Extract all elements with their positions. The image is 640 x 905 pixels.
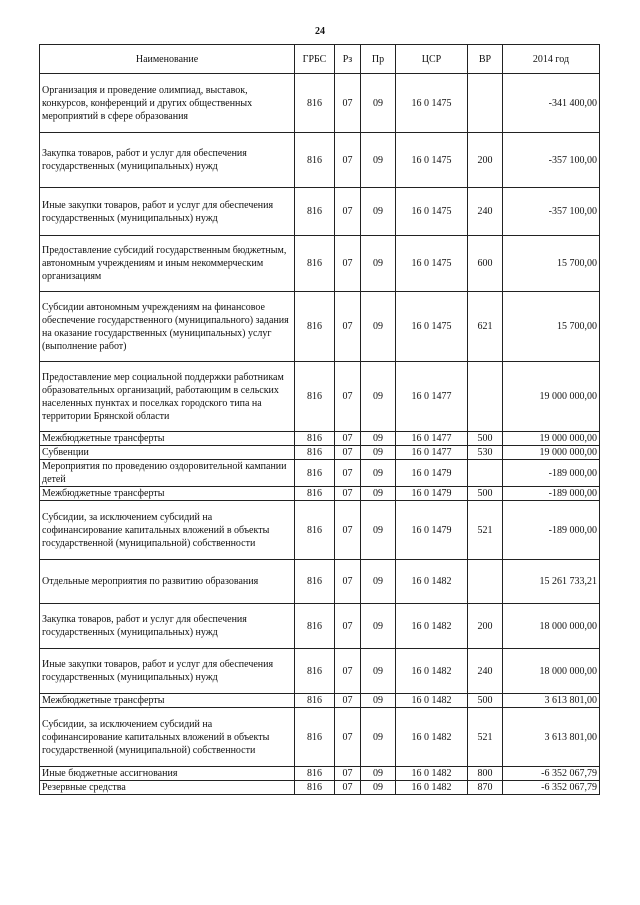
budget-table bbox=[39, 44, 600, 795]
cell-csr: 16 0 1479 bbox=[396, 487, 468, 501]
header-grbs: ГРБС bbox=[295, 45, 335, 74]
table-row bbox=[40, 694, 600, 708]
table-row bbox=[40, 292, 600, 362]
cell-pr: 09 bbox=[361, 446, 396, 460]
cell-amount: -357 100,00 bbox=[503, 133, 600, 188]
cell-amount: -189 000,00 bbox=[503, 487, 600, 501]
cell-rz: 07 bbox=[335, 708, 361, 767]
cell-pr: 09 bbox=[361, 694, 396, 708]
cell-pr: 09 bbox=[361, 781, 396, 795]
cell-name: Субвенции bbox=[40, 446, 295, 460]
cell-grbs: 816 bbox=[295, 236, 335, 292]
cell-name: Иные бюджетные ассигнования bbox=[40, 767, 295, 781]
cell-rz: 07 bbox=[335, 133, 361, 188]
cell-pr: 09 bbox=[361, 362, 396, 432]
cell-rz: 07 bbox=[335, 560, 361, 604]
cell-rz: 07 bbox=[335, 188, 361, 236]
cell-name: Предоставление субсидий государственным бюджетным, автономным учреждениям и иным некоммерческим организациям bbox=[40, 236, 295, 292]
cell-grbs: 816 bbox=[295, 188, 335, 236]
cell-grbs: 816 bbox=[295, 446, 335, 460]
cell-name: Субсидии автономным учреждениям на финансовое обеспечение государственного (муниципального) задания на оказание государственных (муниципальных) услуг (выполнение работ) bbox=[40, 292, 295, 362]
cell-amount: 18 000 000,00 bbox=[503, 604, 600, 649]
cell-vr: 800 bbox=[468, 767, 503, 781]
cell-amount: 15 700,00 bbox=[503, 236, 600, 292]
cell-rz: 07 bbox=[335, 767, 361, 781]
cell-pr: 09 bbox=[361, 767, 396, 781]
cell-csr: 16 0 1475 bbox=[396, 74, 468, 133]
cell-amount: -189 000,00 bbox=[503, 460, 600, 487]
cell-amount: -189 000,00 bbox=[503, 501, 600, 560]
cell-pr: 09 bbox=[361, 133, 396, 188]
cell-amount: -6 352 067,79 bbox=[503, 781, 600, 795]
cell-csr: 16 0 1475 bbox=[396, 133, 468, 188]
cell-vr: 870 bbox=[468, 781, 503, 795]
cell-grbs: 816 bbox=[295, 133, 335, 188]
header-year: 2014 год bbox=[503, 45, 600, 74]
table-row bbox=[40, 188, 600, 236]
cell-name: Закупка товаров, работ и услуг для обеспечения государственных (муниципальных) нужд bbox=[40, 133, 295, 188]
cell-vr: 500 bbox=[468, 694, 503, 708]
cell-vr: 521 bbox=[468, 708, 503, 767]
table-row bbox=[40, 781, 600, 795]
cell-csr: 16 0 1477 bbox=[396, 432, 468, 446]
cell-csr: 16 0 1482 bbox=[396, 708, 468, 767]
cell-rz: 07 bbox=[335, 432, 361, 446]
cell-vr: 240 bbox=[468, 649, 503, 694]
cell-csr: 16 0 1482 bbox=[396, 604, 468, 649]
cell-name: Иные закупки товаров, работ и услуг для обеспечения государственных (муниципальных) нужд bbox=[40, 649, 295, 694]
cell-name: Субсидии, за исключением субсидий на софинансирование капитальных вложений в объекты государственной (муниципальной) собственности bbox=[40, 708, 295, 767]
table-row bbox=[40, 432, 600, 446]
cell-grbs: 816 bbox=[295, 560, 335, 604]
cell-amount: 19 000 000,00 bbox=[503, 432, 600, 446]
cell-grbs: 816 bbox=[295, 74, 335, 133]
cell-pr: 09 bbox=[361, 560, 396, 604]
table-row bbox=[40, 649, 600, 694]
cell-name: Межбюджетные трансферты bbox=[40, 694, 295, 708]
cell-amount: 15 700,00 bbox=[503, 292, 600, 362]
cell-csr: 16 0 1482 bbox=[396, 767, 468, 781]
cell-vr: 621 bbox=[468, 292, 503, 362]
cell-pr: 09 bbox=[361, 604, 396, 649]
table-row bbox=[40, 446, 600, 460]
cell-name: Иные закупки товаров, работ и услуг для обеспечения государственных (муниципальных) нужд bbox=[40, 188, 295, 236]
table-row bbox=[40, 460, 600, 487]
cell-pr: 09 bbox=[361, 460, 396, 487]
cell-amount: 3 613 801,00 bbox=[503, 694, 600, 708]
cell-name: Межбюджетные трансферты bbox=[40, 487, 295, 501]
cell-amount: -341 400,00 bbox=[503, 74, 600, 133]
header-vr: ВР bbox=[468, 45, 503, 74]
cell-vr: 500 bbox=[468, 432, 503, 446]
cell-grbs: 816 bbox=[295, 694, 335, 708]
cell-rz: 07 bbox=[335, 446, 361, 460]
header-pr: Пр bbox=[361, 45, 396, 74]
cell-pr: 09 bbox=[361, 487, 396, 501]
header-row bbox=[40, 45, 600, 74]
page-number: 24 bbox=[315, 26, 325, 37]
cell-name: Организация и проведение олимпиад, выставок, конкурсов, конференций и других общественных мероприятий в сфере образования bbox=[40, 74, 295, 133]
cell-name: Отдельные мероприятия по развитию образования bbox=[40, 560, 295, 604]
cell-amount: 18 000 000,00 bbox=[503, 649, 600, 694]
cell-csr: 16 0 1482 bbox=[396, 649, 468, 694]
cell-amount: -6 352 067,79 bbox=[503, 767, 600, 781]
cell-rz: 07 bbox=[335, 292, 361, 362]
cell-rz: 07 bbox=[335, 487, 361, 501]
cell-amount: 3 613 801,00 bbox=[503, 708, 600, 767]
cell-rz: 07 bbox=[335, 460, 361, 487]
cell-amount: -357 100,00 bbox=[503, 188, 600, 236]
table-row bbox=[40, 74, 600, 133]
cell-grbs: 816 bbox=[295, 649, 335, 694]
cell-csr: 16 0 1475 bbox=[396, 188, 468, 236]
cell-name: Закупка товаров, работ и услуг для обеспечения государственных (муниципальных) нужд bbox=[40, 604, 295, 649]
table-row bbox=[40, 487, 600, 501]
cell-amount: 15 261 733,21 bbox=[503, 560, 600, 604]
cell-vr: 240 bbox=[468, 188, 503, 236]
cell-vr bbox=[468, 362, 503, 432]
cell-rz: 07 bbox=[335, 649, 361, 694]
cell-pr: 09 bbox=[361, 188, 396, 236]
cell-rz: 07 bbox=[335, 236, 361, 292]
cell-grbs: 816 bbox=[295, 708, 335, 767]
cell-vr: 200 bbox=[468, 133, 503, 188]
cell-grbs: 816 bbox=[295, 292, 335, 362]
cell-vr: 521 bbox=[468, 501, 503, 560]
cell-grbs: 816 bbox=[295, 362, 335, 432]
cell-grbs: 816 bbox=[295, 487, 335, 501]
cell-csr: 16 0 1477 bbox=[396, 446, 468, 460]
table-row bbox=[40, 362, 600, 432]
cell-vr: 200 bbox=[468, 604, 503, 649]
header-csr: ЦСР bbox=[396, 45, 468, 74]
cell-rz: 07 bbox=[335, 74, 361, 133]
table-row bbox=[40, 236, 600, 292]
cell-rz: 07 bbox=[335, 694, 361, 708]
header-rz: Рз bbox=[335, 45, 361, 74]
cell-pr: 09 bbox=[361, 501, 396, 560]
cell-pr: 09 bbox=[361, 74, 396, 133]
cell-name: Мероприятия по проведению оздоровительной кампании детей bbox=[40, 460, 295, 487]
table-row bbox=[40, 604, 600, 649]
cell-csr: 16 0 1479 bbox=[396, 460, 468, 487]
cell-amount: 19 000 000,00 bbox=[503, 446, 600, 460]
cell-pr: 09 bbox=[361, 708, 396, 767]
cell-csr: 16 0 1479 bbox=[396, 501, 468, 560]
cell-name: Предоставление мер социальной поддержки работникам образовательных организаций, работающим в сельских населенных пунктах и поселках городского типа на территории Брянской области bbox=[40, 362, 295, 432]
cell-amount: 19 000 000,00 bbox=[503, 362, 600, 432]
cell-pr: 09 bbox=[361, 432, 396, 446]
cell-name: Субсидии, за исключением субсидий на софинансирование капитальных вложений в объекты государственной (муниципальной) собственности bbox=[40, 501, 295, 560]
cell-vr: 600 bbox=[468, 236, 503, 292]
cell-vr: 530 bbox=[468, 446, 503, 460]
cell-name: Межбюджетные трансферты bbox=[40, 432, 295, 446]
table-row bbox=[40, 560, 600, 604]
cell-csr: 16 0 1477 bbox=[396, 362, 468, 432]
cell-rz: 07 bbox=[335, 501, 361, 560]
cell-grbs: 816 bbox=[295, 432, 335, 446]
cell-rz: 07 bbox=[335, 604, 361, 649]
cell-rz: 07 bbox=[335, 781, 361, 795]
table-row bbox=[40, 501, 600, 560]
cell-grbs: 816 bbox=[295, 781, 335, 795]
header-name: Наименование bbox=[40, 45, 295, 74]
cell-csr: 16 0 1482 bbox=[396, 560, 468, 604]
cell-vr bbox=[468, 74, 503, 133]
cell-pr: 09 bbox=[361, 649, 396, 694]
cell-csr: 16 0 1475 bbox=[396, 292, 468, 362]
table-row bbox=[40, 767, 600, 781]
cell-csr: 16 0 1482 bbox=[396, 781, 468, 795]
cell-grbs: 816 bbox=[295, 604, 335, 649]
cell-csr: 16 0 1475 bbox=[396, 236, 468, 292]
cell-pr: 09 bbox=[361, 236, 396, 292]
cell-vr: 500 bbox=[468, 487, 503, 501]
cell-grbs: 816 bbox=[295, 460, 335, 487]
cell-vr bbox=[468, 460, 503, 487]
cell-rz: 07 bbox=[335, 362, 361, 432]
cell-csr: 16 0 1482 bbox=[396, 694, 468, 708]
table-row bbox=[40, 708, 600, 767]
cell-name: Резервные средства bbox=[40, 781, 295, 795]
cell-vr bbox=[468, 560, 503, 604]
table-row bbox=[40, 133, 600, 188]
cell-pr: 09 bbox=[361, 292, 396, 362]
cell-grbs: 816 bbox=[295, 767, 335, 781]
cell-grbs: 816 bbox=[295, 501, 335, 560]
